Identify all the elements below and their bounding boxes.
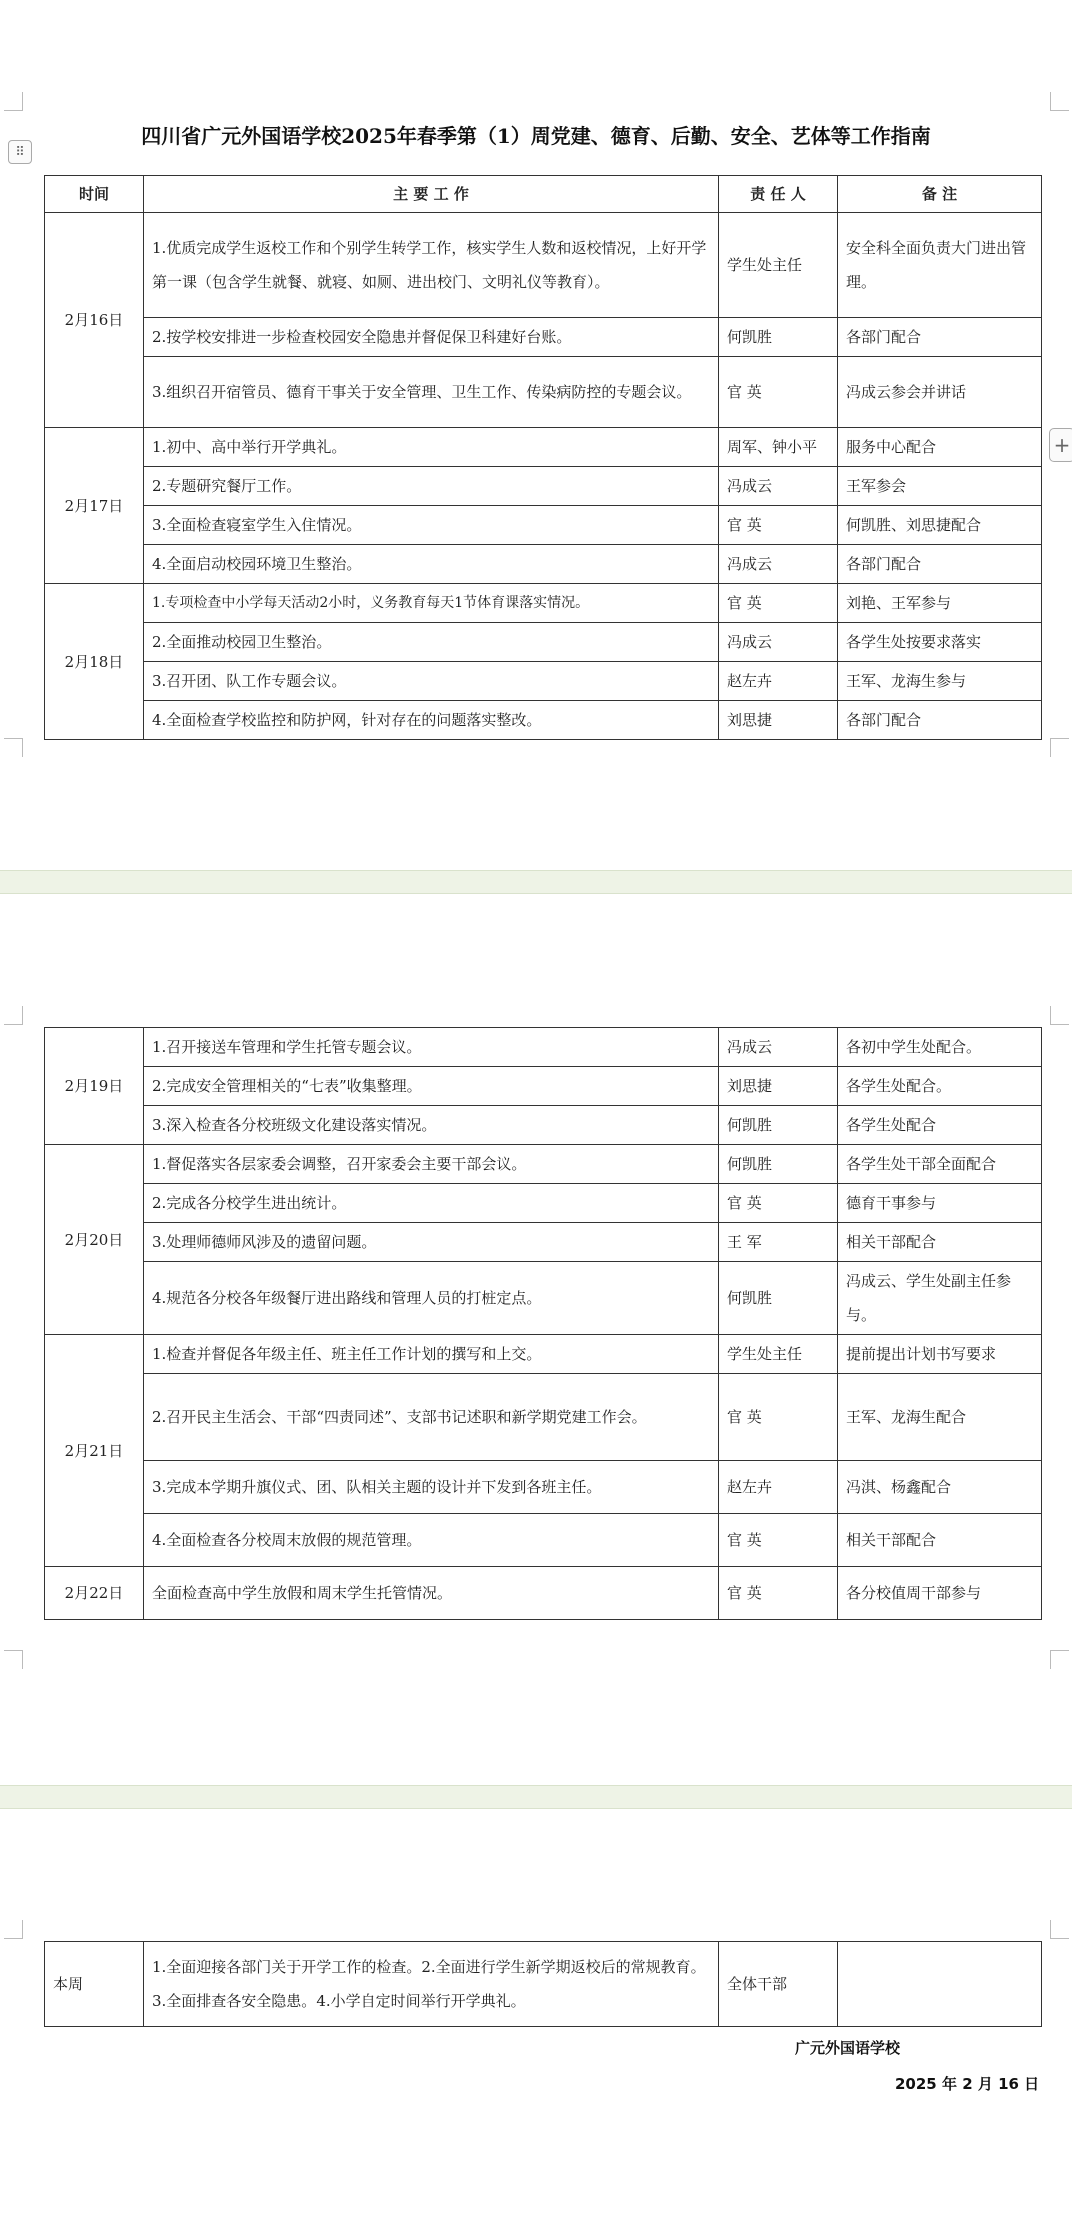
person-cell: 刘思捷 <box>719 701 838 740</box>
note-cell: 各部门配合 <box>838 701 1042 740</box>
header-note: 备 注 <box>838 176 1042 213</box>
work-cell: 3.深入检查各分校班级文化建设落实情况。 <box>144 1106 719 1145</box>
work-cell: 4.全面启动校园环境卫生整治。 <box>144 545 719 584</box>
schedule-table-page-3 <box>44 1941 1042 2027</box>
page-corner-mark <box>4 1920 23 1939</box>
work-cell: 2.完成各分校学生进出统计。 <box>144 1184 719 1223</box>
work-cell: 3.组织召开宿管员、德育干事关于安全管理、卫生工作、传染病防控的专题会议。 <box>144 357 719 428</box>
table-row <box>45 1262 1042 1335</box>
header-time: 时间 <box>45 176 144 213</box>
note-cell: 冯淇、杨鑫配合 <box>838 1461 1042 1514</box>
table-row <box>45 318 1042 357</box>
person-cell: 何凯胜 <box>719 1262 838 1335</box>
signature-org: 广元外国语学校 <box>795 2039 901 2057</box>
page-corner-mark <box>1050 1650 1069 1669</box>
table-row <box>45 1942 1042 2027</box>
person-cell: 冯成云 <box>719 545 838 584</box>
header-work: 主 要 工 作 <box>144 176 719 213</box>
note-cell: 王军参会 <box>838 467 1042 506</box>
date-cell: 2月21日 <box>45 1335 144 1567</box>
work-cell: 1.督促落实各层家委会调整，召开家委会主要干部会议。 <box>144 1145 719 1184</box>
work-cell: 2.专题研究餐厅工作。 <box>144 467 719 506</box>
person-cell: 何凯胜 <box>719 1106 838 1145</box>
person-cell: 赵左卉 <box>719 1461 838 1514</box>
table-row <box>45 701 1042 740</box>
table-row <box>45 1514 1042 1567</box>
table-row <box>45 584 1042 623</box>
schedule-table-page-1 <box>44 175 1042 740</box>
table-row <box>45 1461 1042 1514</box>
date-cell: 2月17日 <box>45 428 144 584</box>
work-cell: 4.全面检查各分校周末放假的规范管理。 <box>144 1514 719 1567</box>
page-gap <box>0 870 1072 894</box>
work-cell: 4.全面检查学校监控和防护网，针对存在的问题落实整改。 <box>144 701 719 740</box>
work-cell: 1.全面迎接各部门关于开学工作的检查。2.全面进行学生新学期返校后的常规教育。3.全面排查各安全隐患。4.小学自定时间举行开学典礼。 <box>144 1942 719 2027</box>
person-cell: 周军、钟小平 <box>719 428 838 467</box>
table-row <box>45 1567 1042 1620</box>
note-cell: 相关干部配合 <box>838 1514 1042 1567</box>
person-cell: 冯成云 <box>719 467 838 506</box>
person-cell: 学生处主任 <box>719 1335 838 1374</box>
table-row <box>45 662 1042 701</box>
note-cell: 德育干事参与 <box>838 1184 1042 1223</box>
page-corner-mark <box>4 1006 23 1025</box>
note-cell: 各学生处配合。 <box>838 1067 1042 1106</box>
date-cell: 2月22日 <box>45 1567 144 1620</box>
page-corner-mark <box>4 92 23 111</box>
note-cell: 各学生处按要求落实 <box>838 623 1042 662</box>
note-cell: 各学生处干部全面配合 <box>838 1145 1042 1184</box>
table-header-row <box>45 176 1042 213</box>
note-cell: 王军、龙海生配合 <box>838 1374 1042 1461</box>
person-cell: 官 英 <box>719 1184 838 1223</box>
table-row <box>45 545 1042 584</box>
note-cell: 各学生处配合 <box>838 1106 1042 1145</box>
note-cell: 各初中学生处配合。 <box>838 1028 1042 1067</box>
work-cell: 2.召开民主生活会、干部“四责同述”、支部书记述职和新学期党建工作会。 <box>144 1374 719 1461</box>
page-corner-mark <box>1050 1006 1069 1025</box>
note-cell: 安全科全面负责大门进出管理。 <box>838 213 1042 318</box>
work-cell: 1.召开接送车管理和学生托管专题会议。 <box>144 1028 719 1067</box>
person-cell: 官 英 <box>719 357 838 428</box>
note-cell: 相关干部配合 <box>838 1223 1042 1262</box>
note-cell: 各部门配合 <box>838 545 1042 584</box>
table-row <box>45 1223 1042 1262</box>
table-row <box>45 1374 1042 1461</box>
person-cell: 冯成云 <box>719 1028 838 1067</box>
person-cell: 官 英 <box>719 1567 838 1620</box>
table-row <box>45 1106 1042 1145</box>
table-row <box>45 213 1042 318</box>
person-cell: 赵左卉 <box>719 662 838 701</box>
work-cell: 1.检查并督促各年级主任、班主任工作计划的撰写和上交。 <box>144 1335 719 1374</box>
person-cell: 学生处主任 <box>719 213 838 318</box>
table-row <box>45 1335 1042 1374</box>
signature-date: 2025 年 2 月 16 日 <box>895 2075 1040 2093</box>
drag-handle-icon[interactable]: ⠿ <box>8 140 32 164</box>
table-row <box>45 1028 1042 1067</box>
person-cell: 何凯胜 <box>719 1145 838 1184</box>
work-cell: 1.专项检查中小学每天活动2小时，义务教育每天1节体育课落实情况。 <box>144 584 719 623</box>
work-cell: 全面检查高中学生放假和周末学生托管情况。 <box>144 1567 719 1620</box>
page-corner-mark <box>1050 1920 1069 1939</box>
table-row <box>45 506 1042 545</box>
note-cell: 何凯胜、刘思捷配合 <box>838 506 1042 545</box>
date-cell: 2月18日 <box>45 584 144 740</box>
table-row <box>45 428 1042 467</box>
note-cell: 各部门配合 <box>838 318 1042 357</box>
table-row <box>45 1067 1042 1106</box>
note-cell: 提前提出计划书写要求 <box>838 1335 1042 1374</box>
person-cell: 刘思捷 <box>719 1067 838 1106</box>
note-cell: 刘艳、王军参与 <box>838 584 1042 623</box>
date-cell: 2月20日 <box>45 1145 144 1335</box>
date-cell: 2月16日 <box>45 213 144 428</box>
person-cell: 全体干部 <box>719 1942 838 2027</box>
work-cell: 1.初中、高中举行开学典礼。 <box>144 428 719 467</box>
table-row <box>45 623 1042 662</box>
table-row <box>45 1145 1042 1184</box>
note-cell: 冯成云参会并讲话 <box>838 357 1042 428</box>
page-corner-mark <box>4 1650 23 1669</box>
page-corner-mark <box>4 738 23 757</box>
work-cell: 3.全面检查寝室学生入住情况。 <box>144 506 719 545</box>
work-cell: 2.按学校安排进一步检查校园安全隐患并督促保卫科建好台账。 <box>144 318 719 357</box>
work-cell: 3.召开团、队工作专题会议。 <box>144 662 719 701</box>
note-cell: 各分校值周干部参与 <box>838 1567 1042 1620</box>
note-cell <box>838 1942 1042 2027</box>
document-title: 四川省广元外国语学校2025年春季第（1）周党建、德育、后勤、安全、艺体等工作指南 <box>141 124 931 148</box>
person-cell: 官 英 <box>719 584 838 623</box>
person-cell: 官 英 <box>719 1514 838 1567</box>
plus-icon[interactable]: + <box>1049 428 1072 462</box>
schedule-table-page-2 <box>44 1027 1042 1620</box>
page-corner-mark <box>1050 92 1069 111</box>
page-corner-mark <box>1050 738 1069 757</box>
table-row <box>45 357 1042 428</box>
work-cell: 3.处理师德师风涉及的遗留问题。 <box>144 1223 719 1262</box>
note-cell: 王军、龙海生参与 <box>838 662 1042 701</box>
page-gap <box>0 1785 1072 1809</box>
work-cell: 1.优质完成学生返校工作和个别学生转学工作，核实学生人数和返校情况，上好开学第一课（包含学生就餐、就寝、如厕、进出校门、文明礼仪等教育）。 <box>144 213 719 318</box>
person-cell: 官 英 <box>719 506 838 545</box>
person-cell: 冯成云 <box>719 623 838 662</box>
work-cell: 2.全面推动校园卫生整治。 <box>144 623 719 662</box>
work-cell: 4.规范各分校各年级餐厅进出路线和管理人员的打桩定点。 <box>144 1262 719 1335</box>
table-row <box>45 467 1042 506</box>
note-cell: 服务中心配合 <box>838 428 1042 467</box>
week-label-cell: 本周 <box>45 1942 144 2027</box>
work-cell: 2.完成安全管理相关的“七表”收集整理。 <box>144 1067 719 1106</box>
person-cell: 何凯胜 <box>719 318 838 357</box>
person-cell: 王 军 <box>719 1223 838 1262</box>
note-cell: 冯成云、学生处副主任参与。 <box>838 1262 1042 1335</box>
work-cell: 3.完成本学期升旗仪式、团、队相关主题的设计并下发到各班主任。 <box>144 1461 719 1514</box>
header-person: 责 任 人 <box>719 176 838 213</box>
date-cell: 2月19日 <box>45 1028 144 1145</box>
person-cell: 官 英 <box>719 1374 838 1461</box>
table-row <box>45 1184 1042 1223</box>
